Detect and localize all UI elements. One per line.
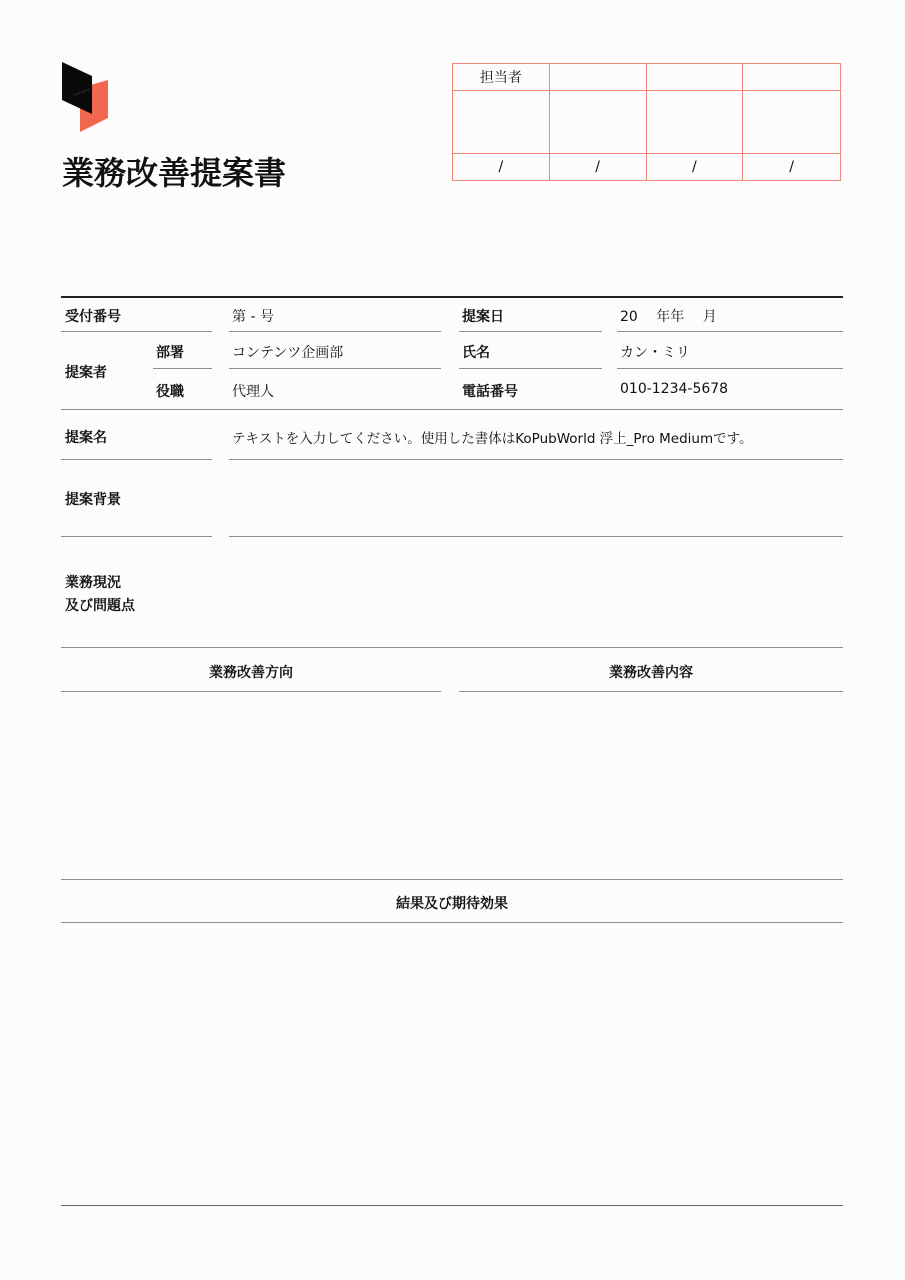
divider [617, 368, 843, 369]
receipt-number-field[interactable]: 第 - 号 [232, 309, 274, 325]
approval-header-cell[interactable] [550, 64, 647, 91]
divider [61, 879, 843, 880]
divider [617, 331, 843, 332]
current-status-label-line1: 業務現況 [65, 575, 121, 591]
divider [61, 331, 212, 332]
divider [61, 691, 441, 692]
form-top-divider [61, 296, 843, 298]
divider [459, 691, 843, 692]
divider [61, 409, 843, 410]
approval-header-cell: 担当者 [453, 64, 550, 91]
receipt-number-label: 受付番号 [65, 309, 121, 325]
position-label: 役職 [156, 384, 184, 400]
phone-label: 電話番号 [462, 384, 518, 400]
proposal-background-label: 提案背景 [65, 492, 121, 508]
divider [61, 459, 212, 460]
form-bottom-divider [61, 1205, 843, 1206]
brand-logo-icon [60, 62, 110, 134]
divider [229, 368, 441, 369]
improvement-content-field[interactable] [459, 696, 843, 874]
approval-date-cell[interactable]: / [789, 159, 794, 175]
approval-date-cell[interactable]: / [550, 154, 647, 180]
results-header: 結果及び期待効果 [396, 896, 508, 912]
proposal-name-field[interactable]: テキストを入力してください。使用した書体はKoPubWorld 浮上_Pro Mediumです。 [232, 431, 753, 447]
proposal-date-field[interactable]: 20 年年 月 [620, 309, 717, 325]
approval-date-cell[interactable]: / [647, 154, 744, 180]
divider [61, 647, 843, 648]
approval-date-cell[interactable]: / [453, 154, 550, 180]
approval-stamp-table [452, 63, 841, 181]
position-field[interactable]: 代理人 [232, 384, 274, 400]
approval-signature-cell[interactable] [550, 91, 647, 154]
approval-header-cell[interactable] [743, 64, 840, 91]
proposal-name-label: 提案名 [65, 430, 107, 446]
proposer-label: 提案者 [65, 365, 107, 381]
current-status-field[interactable] [232, 550, 842, 642]
current-status-label-line2: 及び問題点 [65, 598, 135, 614]
divider [229, 331, 441, 332]
improvement-direction-header: 業務改善方向 [209, 665, 293, 681]
proposal-date-label: 提案日 [462, 309, 504, 325]
department-field[interactable]: コンテンツ企画部 [232, 345, 344, 361]
divider [229, 536, 843, 537]
divider [61, 922, 843, 923]
department-label: 部署 [156, 345, 184, 361]
divider [459, 331, 602, 332]
improvement-direction-field[interactable] [61, 696, 441, 874]
approval-signature-cell[interactable] [743, 91, 840, 154]
approval-signature-cell[interactable] [647, 91, 744, 154]
divider [229, 459, 843, 460]
approval-signature-cell[interactable] [453, 91, 550, 154]
name-field[interactable]: カン・ミリ [620, 345, 690, 361]
divider [153, 368, 212, 369]
divider [61, 536, 212, 537]
results-field[interactable] [61, 928, 843, 1200]
name-label: 氏名 [462, 345, 490, 361]
approval-header-cell[interactable] [647, 64, 744, 91]
phone-field[interactable]: 010-1234-5678 [620, 381, 729, 397]
proposal-background-field[interactable] [232, 470, 842, 532]
document-title: 業務改善提案書 [62, 154, 287, 192]
divider [459, 368, 602, 369]
improvement-content-header: 業務改善内容 [609, 665, 693, 681]
